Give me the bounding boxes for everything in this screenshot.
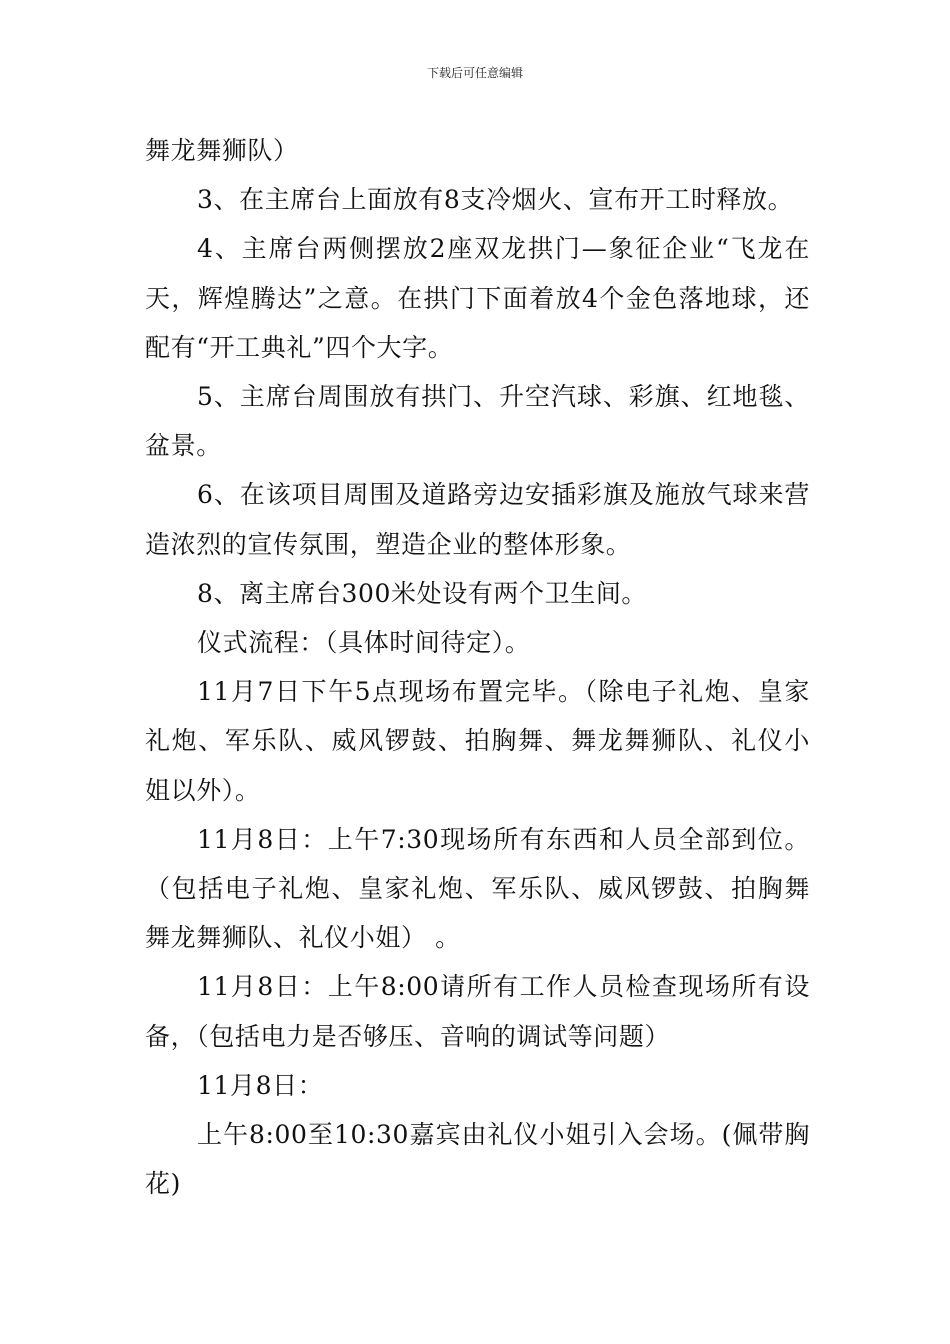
paragraph-7: 仪式流程：（具体时间待定）。 bbox=[197, 628, 531, 658]
paragraph-10: 11月8日：上午8:00请所有工作人员检查现场所有设备，（包括电力是否够压、音响的调试等问题） bbox=[145, 972, 810, 1051]
paragraph-8: 11月7日下午5点现场布置完毕。（除电子礼炮、皇家礼炮、军乐队、威风锣鼓、拍胸舞、舞龙舞狮队、礼仪小姐以外）。 bbox=[145, 677, 810, 805]
paragraph-1: 舞龙舞狮队） bbox=[145, 136, 299, 165]
document-body bbox=[145, 126, 810, 1208]
paragraph-6: 8、离主席台300米处设有两个卫生间。 bbox=[197, 578, 648, 608]
paragraph-11: 11月8日： bbox=[197, 1070, 324, 1100]
paragraph-5: 6、在该项目周围及道路旁边安插彩旗及施放气球来营造浓烈的宣传氛围，塑造企业的整体形象。 bbox=[145, 480, 810, 559]
paragraph-3: 4、主席台两侧摆放2座双龙拱门—象征企业“飞龙在天，辉煌腾达”之意。在拱门下面着放4个金色落地球，还配有“开工典礼”四个大字。 bbox=[145, 234, 810, 362]
page-header: 下载后可任意编辑 bbox=[426, 66, 523, 80]
paragraph-2: 3、在主席台上面放有8支冷烟火、宣布开工时释放。 bbox=[197, 185, 794, 215]
paragraph-9: 11月8日：上午7:30现场所有东西和人员全部到位。（包括电子礼炮、皇家礼炮、军乐队、威风锣鼓、拍胸舞舞龙舞狮队、礼仪小姐） 。 bbox=[145, 824, 810, 953]
paragraph-12: 上午8:00至10:30嘉宾由礼仪小姐引入会场。(佩带胸花) bbox=[145, 1120, 810, 1199]
paragraph-4: 5、主席台周围放有拱门、升空汽球、彩旗、红地毯、盆景。 bbox=[145, 382, 810, 461]
